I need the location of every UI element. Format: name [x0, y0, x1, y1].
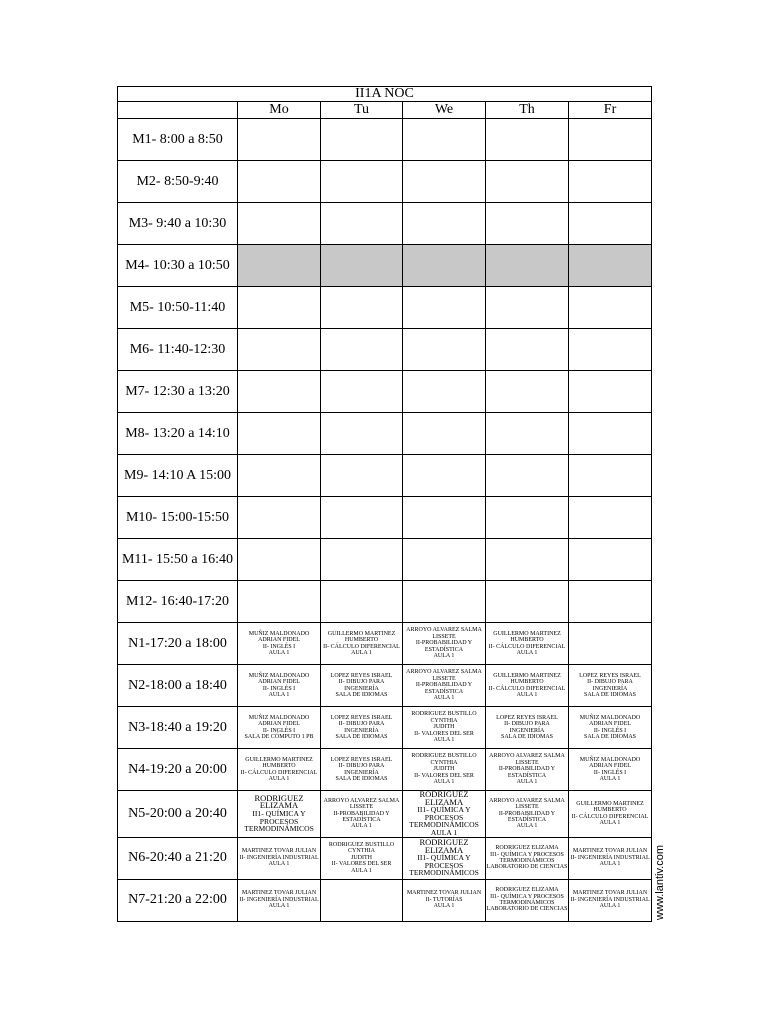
period-row — [118, 879, 652, 921]
day-header-row — [118, 102, 652, 119]
period-row — [118, 287, 652, 329]
period-row — [118, 119, 652, 161]
class-info: MUÑIZ MALDONADO ADRIAN FIDEL II- INGLÉS I SALA DE IDIOMAS — [579, 714, 641, 740]
title-row — [118, 87, 652, 102]
schedule-cell — [321, 203, 403, 245]
schedule-cell — [569, 245, 652, 287]
class-info: RODRIGUEZ BUSTILLO CYNTHIA JUDITH II- VALORES DEL SER AULA 1 — [411, 753, 477, 786]
class-info: MARTINEZ TOVAR JULIAN II- INGENIERÍA INDUSTRIAL AULA 1 — [570, 890, 650, 910]
schedule-cell — [486, 581, 569, 623]
schedule-cell — [238, 539, 321, 581]
schedule-cell — [569, 371, 652, 413]
class-info: GUILLERMO MARTINEZ HUMBERTO II- CÁLCULO DIFERENCIAL AULA 1 — [488, 672, 566, 698]
schedule-cell — [569, 707, 652, 749]
schedule-cell — [321, 791, 403, 838]
schedule-cell — [403, 161, 486, 203]
schedule-cell — [403, 837, 486, 879]
schedule-cell — [403, 413, 486, 455]
schedule-cell — [238, 707, 321, 749]
class-info: MARTINEZ TOVAR JULIAN II- INGENIERÍA INDUSTRIAL AULA 1 — [570, 848, 650, 868]
class-info: LOPEZ REYES ISRAEL II- DIBUJO PARA INGENIERÍA SALA DE IDIOMAS — [579, 672, 641, 698]
class-info: MUÑIZ MALDONADO ADRIAN FIDEL II- INGLÉS I AULA 1 — [579, 756, 641, 782]
schedule-cell — [569, 791, 652, 838]
schedule-cell — [486, 329, 569, 371]
class-info: RODRIGUEZ ELIZAMA II1- QUÍMICA Y PROCESOS TERMODINÁMICOS LABORATORIO DE CIENCIAS — [486, 887, 568, 913]
class-info: LOPEZ REYES ISRAEL II- DIBUJO PARA INGENIERÍA SALA DE IDIOMAS — [330, 672, 393, 698]
period-row — [118, 665, 652, 707]
schedule-cell — [238, 329, 321, 371]
corner-cell — [118, 102, 238, 119]
schedule-cell — [569, 287, 652, 329]
schedule-cell — [403, 665, 486, 707]
schedule-cell — [238, 837, 321, 879]
period-time: M7- 12:30 a 13:20 — [118, 371, 238, 413]
class-info: LOPEZ REYES ISRAEL II- DIBUJO PARA INGENIERÍA SALA DE IDIOMAS — [496, 714, 558, 740]
period-row — [118, 623, 652, 665]
schedule-cell — [238, 665, 321, 707]
schedule-cell — [238, 161, 321, 203]
schedule-cell — [321, 455, 403, 497]
schedule-cell — [486, 119, 569, 161]
period-time: N6-20:40 a 21:20 — [118, 837, 238, 879]
class-info: LOPEZ REYES ISRAEL II- DIBUJO PARA INGENIERÍA SALA DE IDIOMAS — [330, 756, 393, 782]
schedule-cell — [403, 329, 486, 371]
schedule-cell — [238, 287, 321, 329]
schedule-cell — [486, 707, 569, 749]
schedule-cell — [569, 455, 652, 497]
schedule-body — [118, 119, 652, 922]
schedule-cell — [238, 623, 321, 665]
schedule-cell — [238, 371, 321, 413]
class-info: ARROYO ALVAREZ SALMA LISSETE II-PROBABILIDAD Y ESTADÍSTICA AULA 1 — [406, 627, 482, 660]
schedule-cell — [486, 161, 569, 203]
period-time: N4-19:20 a 20:00 — [118, 749, 238, 791]
schedule-cell — [238, 581, 321, 623]
schedule-cell — [403, 497, 486, 539]
schedule-cell — [486, 455, 569, 497]
period-row — [118, 245, 652, 287]
period-time: M5- 10:50-11:40 — [118, 287, 238, 329]
period-time: M4- 10:30 a 10:50 — [118, 245, 238, 287]
schedule-cell — [321, 623, 403, 665]
schedule-cell — [321, 119, 403, 161]
schedule-cell — [238, 245, 321, 287]
period-row — [118, 203, 652, 245]
class-info: MARTINEZ TOVAR JULIAN II- TUTORÍAS AULA 1 — [406, 890, 482, 910]
class-info: ARROYO ALVAREZ SALMA LISSETE II-PROBABILIDAD Y ESTADÍSTICA AULA 1 — [406, 669, 482, 702]
period-time: M11- 15:50 a 16:40 — [118, 539, 238, 581]
period-time: N2-18:00 a 18:40 — [118, 665, 238, 707]
schedule-cell — [321, 287, 403, 329]
schedule-cell — [403, 879, 486, 921]
day-header-we: We — [403, 102, 486, 119]
schedule-cell — [403, 455, 486, 497]
schedule-cell — [238, 119, 321, 161]
period-time: M9- 14:10 A 15:00 — [118, 455, 238, 497]
period-row — [118, 413, 652, 455]
schedule-cell — [486, 371, 569, 413]
period-time: N5-20:00 a 20:40 — [118, 791, 238, 838]
schedule-cell — [321, 879, 403, 921]
class-info: RODRIGUEZ ELIZAMA II1- QUÍMICA Y PROCESOS TERMODINÁMICOS LABORATORIO DE CIENCIAS — [486, 845, 568, 871]
period-row — [118, 497, 652, 539]
schedule-cell — [403, 539, 486, 581]
period-time: M1- 8:00 a 8:50 — [118, 119, 238, 161]
period-time: N1-17:20 a 18:00 — [118, 623, 238, 665]
schedule-cell — [569, 119, 652, 161]
period-row — [118, 161, 652, 203]
period-row — [118, 539, 652, 581]
schedule-cell — [403, 203, 486, 245]
schedule-cell — [403, 707, 486, 749]
schedule-cell — [486, 539, 569, 581]
schedule-cell — [321, 749, 403, 791]
schedule-cell — [569, 203, 652, 245]
period-time: M8- 13:20 a 14:10 — [118, 413, 238, 455]
schedule-cell — [238, 749, 321, 791]
class-info: GUILLERMO MARTINEZ HUMBERTO II- CÁLCULO DIFERENCIAL AULA 1 — [571, 800, 649, 827]
schedule-cell — [321, 837, 403, 879]
watermark — [654, 820, 668, 920]
schedule-cell — [321, 497, 403, 539]
class-info: RODRIGUEZ BUSTILLO CYNTHIA JUDITH II- VALORES DEL SER AULA 1 — [411, 711, 477, 744]
schedule-cell — [569, 497, 652, 539]
schedule-cell — [486, 879, 569, 921]
watermark-text: www.lantiv.com — [654, 845, 666, 920]
schedule-cell — [403, 371, 486, 413]
schedule-cell — [403, 791, 486, 838]
day-header-tu: Tu — [321, 102, 403, 119]
schedule-cell — [321, 161, 403, 203]
schedule-table — [117, 86, 652, 922]
schedule-cell — [403, 581, 486, 623]
schedule-cell — [486, 665, 569, 707]
period-time: M6- 11:40-12:30 — [118, 329, 238, 371]
class-info: ARROYO ALVAREZ SALMA LISSETE II-PROBABILIDAD Y ESTADÍSTICA AULA 1 — [489, 797, 565, 830]
day-header-mo: Mo — [238, 102, 321, 119]
class-details: II1- QUÍMICA Y PROCESOS TERMODINÁMICOS AULA 1 — [409, 805, 479, 837]
class-details: II1- QUÍMICA Y PROCESOS TERMODINÁMICOS — [409, 853, 479, 878]
class-info: ARROYO ALVAREZ SALMA LISSETE II-PROBABILIDAD Y ESTADÍSTICA AULA 1 — [489, 753, 565, 786]
schedule-cell — [569, 837, 652, 879]
period-time: N3-18:40 a 19:20 — [118, 707, 238, 749]
schedule-cell — [403, 623, 486, 665]
schedule-cell — [238, 413, 321, 455]
day-header-fr: Fr — [569, 102, 652, 119]
schedule-cell — [238, 791, 321, 838]
period-time: M12- 16:40-17:20 — [118, 581, 238, 623]
period-row — [118, 837, 652, 879]
class-info: MARTINEZ TOVAR JULIAN II- INGENIERÍA INDUSTRIAL AULA 1 — [239, 848, 319, 868]
schedule-cell — [403, 245, 486, 287]
schedule-cell — [569, 581, 652, 623]
schedule-cell — [321, 245, 403, 287]
schedule-cell — [486, 497, 569, 539]
schedule-cell — [321, 707, 403, 749]
period-time: M2- 8:50-9:40 — [118, 161, 238, 203]
class-info: RODRIGUEZ BUSTILLO CYNTHIA JUDITH II- VALORES DEL SER AULA 1 — [328, 842, 395, 874]
schedule-cell — [403, 287, 486, 329]
schedule-cell — [569, 749, 652, 791]
schedule-cell — [403, 749, 486, 791]
schedule-cell — [238, 497, 321, 539]
class-info: GUILLERMO MARTINEZ HUMBERTO II- CÁLCULO DIFERENCIAL AULA 1 — [323, 630, 400, 656]
schedule-cell — [486, 623, 569, 665]
schedule-cell — [569, 161, 652, 203]
schedule-cell — [486, 203, 569, 245]
schedule-cell — [569, 665, 652, 707]
class-info: MUÑIZ MALDONADO ADRIAN FIDEL II- INGLÉS I SALA DE CÓMPUTO 1 PB — [244, 714, 314, 740]
class-info: GUILLERMO MARTINEZ HUMBERTO II- CÁLCULO DIFERENCIAL AULA 1 — [488, 630, 566, 656]
class-details: II1- QUÍMICA Y PROCESOS TERMODINÁMICOS — [244, 808, 314, 834]
schedule-cell — [486, 287, 569, 329]
schedule-cell — [569, 623, 652, 665]
class-info: GUILLERMO MARTINEZ HUMBERTO II- CÁLCULO DIFERENCIAL AULA 1 — [240, 756, 318, 782]
period-time: M10- 15:00-15:50 — [118, 497, 238, 539]
period-row — [118, 791, 652, 838]
schedule-title: II1A NOC — [118, 87, 652, 102]
day-header-th: Th — [486, 102, 569, 119]
schedule-cell — [486, 837, 569, 879]
schedule-cell — [238, 455, 321, 497]
class-info: MUÑIZ MALDONADO ADRIAN FIDEL II- INGLÉS I AULA 1 — [248, 630, 310, 656]
period-row — [118, 749, 652, 791]
schedule-cell — [569, 413, 652, 455]
class-teacher: RODRIGUEZ ELIZAMA — [419, 837, 469, 855]
period-time: M3- 9:40 a 10:30 — [118, 203, 238, 245]
period-row — [118, 707, 652, 749]
schedule-cell — [321, 581, 403, 623]
schedule-cell — [321, 413, 403, 455]
schedule-cell — [486, 413, 569, 455]
schedule-cell — [321, 539, 403, 581]
schedule-cell — [486, 749, 569, 791]
class-info: ARROYO ALVAREZ SALMA LISSETE II-PROBABILIDAD Y ESTADÍSTICA AULA 1 — [323, 797, 400, 830]
schedule-cell — [238, 879, 321, 921]
schedule-cell — [569, 539, 652, 581]
schedule-cell — [569, 879, 652, 921]
schedule-cell — [321, 665, 403, 707]
period-row — [118, 371, 652, 413]
schedule-cell — [321, 371, 403, 413]
schedule-cell — [403, 119, 486, 161]
schedule-cell — [486, 791, 569, 838]
class-info: LOPEZ REYES ISRAEL II- DIBUJO PARA INGENIERÍA SALA DE IDIOMAS — [330, 714, 393, 740]
class-info: MUÑIZ MALDONADO ADRIAN FIDEL II- INGLÉS I AULA 1 — [248, 672, 310, 698]
schedule-cell — [321, 329, 403, 371]
schedule-cell — [486, 245, 569, 287]
schedule-cell — [238, 203, 321, 245]
period-row — [118, 581, 652, 623]
period-row — [118, 329, 652, 371]
class-teacher: RODRIGUEZ ELIZAMA — [419, 790, 469, 807]
period-row — [118, 455, 652, 497]
period-time: N7-21:20 a 22:00 — [118, 879, 238, 921]
schedule-cell — [569, 329, 652, 371]
class-teacher: RODRIGUEZ ELIZAMA — [254, 792, 304, 811]
class-info: MARTINEZ TOVAR JULIAN II- INGENIERÍA INDUSTRIAL AULA 1 — [239, 890, 319, 910]
